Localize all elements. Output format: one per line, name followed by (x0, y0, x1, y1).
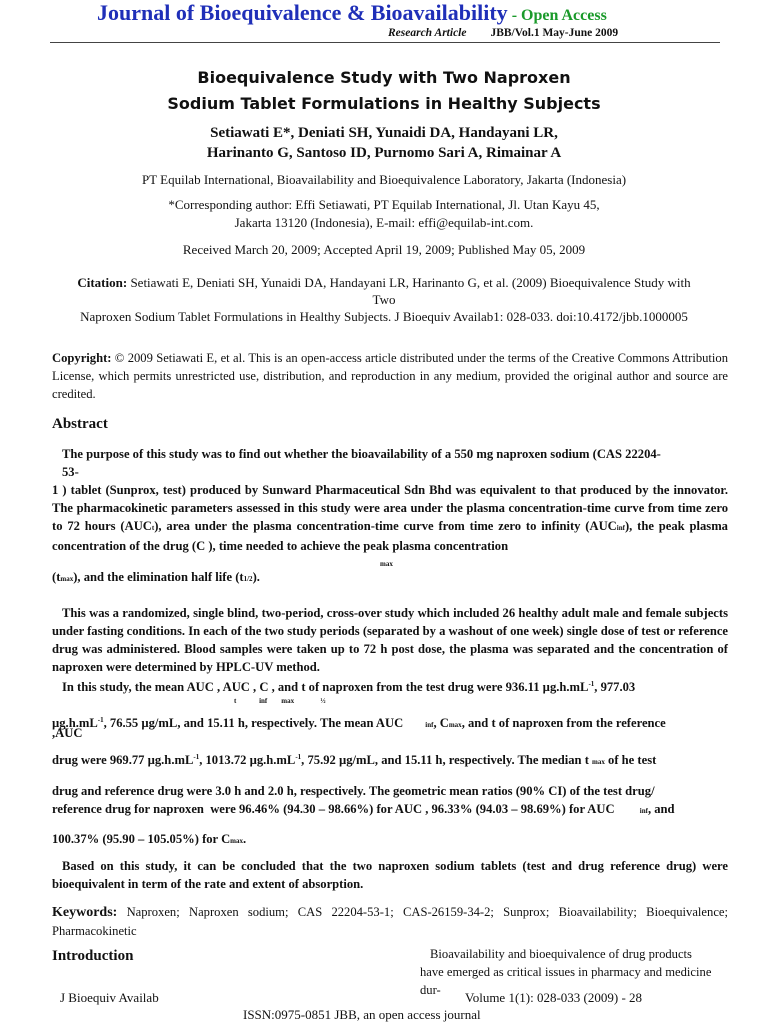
keywords-text: Naproxen; Naproxen sodium; CAS 22204-53-1; CAS-26159-34-2; Sunprox; Bioavailability; Bioequivalence; Pharmacokinetic (52, 905, 728, 938)
correspondence-line1: *Corresponding author: Effi Setiawati, PT Equilab International, Jl. Utan Kayu 45, (168, 197, 600, 212)
p3-l5c: , and (647, 802, 675, 816)
p3-l3-sup1: -1 (193, 753, 200, 761)
abstract-p1-text2: ), area under the plasma concentration-time curve from time zero to infinity (AUC (154, 519, 617, 533)
p3-l2a: µg.h.mL (52, 716, 98, 731)
p3-l6c: . (243, 832, 247, 846)
abstract-p3-extra: ,AUC (52, 726, 83, 740)
intro-line1: Bioavailability and bioequivalence of drug products (430, 947, 692, 961)
sub-inf: inf (616, 524, 625, 532)
introduction-heading: Introduction (52, 948, 134, 964)
citation-line1 (0, 275, 768, 291)
p3-l3c: , 75.92 µg/mL, and 15.11 h, respectively. The median t (301, 753, 593, 768)
affiliation: PT Equilab International, Bioavailability and Bioequivalence Laboratory, Jakarta (Indonesia) (141, 172, 627, 187)
abstract-p4: Based on this study, it can be concluded that the two naproxen sodium tablets (test and drug reference drug) were bioequivalent in term of the rate and extent of absorption. (52, 859, 728, 891)
footer-left: J Bioequiv Availab (60, 990, 159, 1005)
p3-l6a: 100.37% (95.90 – 105.05%) for C (52, 832, 231, 846)
p3-l1-end: , 977.03 (594, 680, 636, 695)
copyright-label: Copyright: (52, 351, 112, 365)
p3-l2f: max (448, 721, 462, 730)
intro-line2: have emerged as critical issues in pharmacy and medicine (420, 965, 712, 979)
p3-l2d: inf (425, 721, 434, 730)
footer-issn: ISSN:0975-0851 JBB, an open access journal (243, 1007, 481, 1022)
article-title-line1: Bioequivalence Study with Two Naproxen (197, 68, 571, 87)
article-title-line2: Sodium Tablet Formulations in Healthy Subjects (167, 94, 601, 113)
abstract-p3-line4: drug and reference drug were 3.0 h and 2.0 h, respectively. The geometric mean ratios (90% CI) of the test drug/ (52, 784, 655, 798)
citation-line2: Two (372, 292, 396, 307)
header-rule (50, 42, 720, 43)
abstract-p3-line1 (62, 675, 728, 696)
p3-l3b: , 1013.72 µg.h.mL (199, 753, 296, 768)
abstract-p3-line6 (52, 830, 728, 850)
p3-l3e: of he test (604, 753, 657, 768)
citation-line3: Naproxen Sodium Tablet Formulations in Healthy Subjects. J Bioequiv Availab1: 028-033. doi:10.4172/jbb.1000005 (80, 309, 688, 324)
p3-sup: -1 (588, 680, 595, 688)
abstract-p3-line3 (52, 748, 728, 771)
citation-label: Citation: (77, 275, 128, 290)
abstract-p1-last (52, 568, 728, 588)
p1-d2: ), and the elimination half life (t (73, 570, 244, 584)
p3-l5a: reference drug for naproxen were 96.46% (94.30 – 98.66%) for AUC , 96.33% (94.03 – 98.69%) for AUC (52, 802, 640, 816)
abstract-heading: Abstract (52, 416, 108, 432)
authors-line2: Harinanto G, Santoso ID, Purnomo Sari A, Rimainar A (206, 145, 562, 161)
p3-l1: In this study, the mean AUC , AUC , C , and t of naproxen from the test drug were 936.11 µg.h.mL (62, 680, 589, 695)
p3-l2e: , C (433, 716, 449, 731)
sub-half: 1/2 (243, 575, 253, 583)
p3-subscripts: t inf max ½ (234, 697, 326, 705)
sub-max-float: max (380, 560, 393, 568)
volume-info: JBB/Vol.1 May-June 2009 (490, 27, 619, 39)
p3-l3a: drug were 969.77 µg.h.mL (52, 753, 194, 768)
keywords-label: Keywords: (52, 905, 118, 920)
open-access-label: - Open Access (507, 7, 607, 24)
abstract-p1-line2: 53- (62, 465, 79, 479)
p3-l3d: max (592, 758, 605, 767)
p1-d3: ). (252, 570, 260, 584)
abstract-p1-text3: ), the peak plasma concentration of the drug (C ), time needed to achieve the peak plasma concentration (52, 519, 728, 553)
intro-line3: dur- (420, 983, 441, 997)
running-head (388, 27, 618, 39)
sub-tmax: max (60, 575, 74, 583)
p3-l2g: , and t (461, 716, 496, 731)
dates: Received March 20, 2009; Accepted April 19, 2009; Published May 05, 2009 (182, 242, 586, 257)
p3-l2-sup: -1 (97, 716, 104, 724)
p3-l5b: inf (639, 807, 648, 815)
abstract-p1 (52, 481, 728, 555)
p3-l3-sup2: -1 (295, 753, 302, 761)
abstract-p3-line5 (52, 800, 728, 820)
p1-d1: (t (52, 570, 61, 584)
p3-l2b: , 76.55 µg/mL, and 15.11 h, respectively. The mean AUC (103, 716, 404, 731)
copyright (52, 349, 728, 403)
keywords (52, 903, 728, 940)
footer-right: Volume 1(1): 028-033 (2009) - 28 (465, 990, 643, 1005)
p3-l6b: max (230, 837, 244, 845)
abstract-p1-text: 1 ) tablet (Sunprox, test) produced by Sunward Pharmaceutical Sdn Bhd was equivalent to that produced by the innovator. The pharmacokinetic parameters assessed in this study were area under the plasma concentration-time curve from time zero to 72 hours (AUC (52, 483, 728, 533)
journal-name: Journal of Bioequivalence & Bioavailability (97, 0, 508, 25)
article-type: Research Article (388, 27, 467, 39)
abstract-p1-line1: The purpose of this study was to find out whether the bioavailability of a 550 mg naproxen sodium (CAS 22204- (62, 447, 661, 461)
copyright-text: © 2009 Setiawati E, et al. This is an open-access article distributed under the terms of the Creative Commons Attribution License, which permits unrestricted use, distribution, and reproduction in any medium, provided the original author and source are credited. (52, 351, 728, 401)
p3-l2h: of naproxen from the reference (495, 716, 666, 731)
citation-text: Setiawati E, Deniati SH, Yunaidi DA, Handayani LR, Harinanto G, et al. (2009) Bioequivalence Study with (127, 275, 691, 290)
sub-t: t (151, 524, 155, 532)
correspondence-line2: Jakarta 13120 (Indonesia), E-mail: effi@equilab-int.com. (234, 215, 534, 230)
abstract-p2: This was a randomized, single blind, two-period, cross-over study which included 26 healthy adult male and female subjects under fasting conditions. In each of the two study periods (separated by a washout of one week) single dose of test or reference drug was administered. Blood samples were taken up to 72 h post dose, the plasma was separated and the concentration of naproxen were determined by HPLC-UV method. (52, 606, 728, 674)
authors-line1: Setiawati E*, Deniati SH, Yunaidi DA, Handayani LR, (210, 125, 558, 141)
journal-title (97, 0, 607, 26)
